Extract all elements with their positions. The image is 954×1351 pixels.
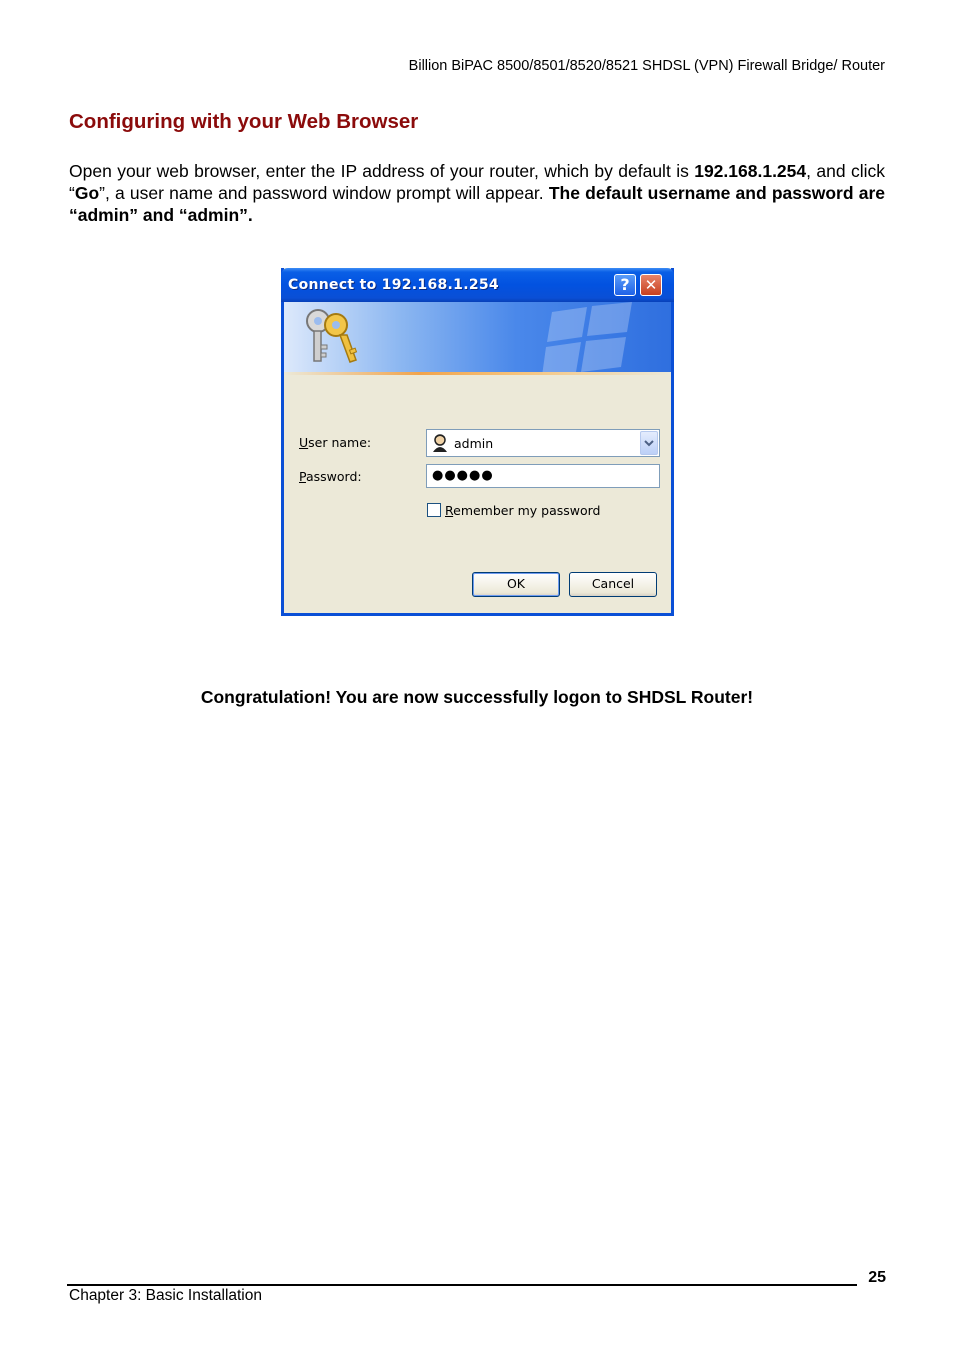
close-icon[interactable]: ✕ xyxy=(640,274,662,296)
remember-password-checkbox[interactable] xyxy=(427,503,441,517)
section-title: Configuring with your Web Browser xyxy=(69,110,419,133)
cancel-button[interactable]: Cancel xyxy=(569,572,657,597)
chevron-down-icon xyxy=(641,432,657,454)
password-label xyxy=(299,469,362,484)
page-number: 25 xyxy=(868,1269,886,1286)
username-label-accel: U xyxy=(299,435,309,450)
username-label-text: ser name: xyxy=(308,435,372,450)
password-label-text: assword: xyxy=(305,469,362,484)
dialog-title: Connect to 192.168.1.254 xyxy=(288,277,499,293)
intro-text-3: ”, a user name and password window prompt will appear. xyxy=(99,183,549,203)
login-dialog xyxy=(281,268,674,616)
password-label-accel: P xyxy=(299,469,306,484)
intro-text-2: , and click “ xyxy=(69,161,885,203)
dialog-titlebar[interactable] xyxy=(281,268,674,302)
dialog-banner xyxy=(284,302,671,372)
remember-label-text: emember my password xyxy=(453,503,601,518)
footer-rule xyxy=(67,1284,857,1286)
username-dropdown-button[interactable] xyxy=(640,431,658,455)
user-icon xyxy=(432,434,449,452)
windows-logo-watermark xyxy=(542,302,662,372)
password-field[interactable]: ●●●●● xyxy=(426,464,660,488)
running-header: Billion BiPAC 8500/8501/8520/8521 SHDSL (VPN) Firewall Bridge/ Router xyxy=(408,58,885,74)
username-field[interactable] xyxy=(426,429,660,457)
intro-text-1: Open your web browser, enter the IP address of your router, which by default is xyxy=(69,161,695,181)
remember-label-accel: R xyxy=(445,503,454,518)
default-ip: 192.168.1.254 xyxy=(694,161,807,181)
username-value: admin xyxy=(454,436,494,451)
ok-button[interactable]: OK xyxy=(472,572,560,597)
go-word: Go xyxy=(74,183,100,203)
username-label xyxy=(299,435,371,450)
keys-icon xyxy=(300,305,360,369)
remember-password-label[interactable] xyxy=(445,503,601,518)
help-icon[interactable]: ? xyxy=(614,274,636,296)
chapter-footer: Chapter 3: Basic Installation xyxy=(69,1287,262,1304)
intro-paragraph xyxy=(69,160,885,226)
congratulation-message: Congratulation! You are now successfully logon to SHDSL Router! xyxy=(200,687,754,707)
default-credentials: The default username and password are “admin” and “admin”. xyxy=(69,183,885,225)
banner-divider xyxy=(284,372,671,375)
